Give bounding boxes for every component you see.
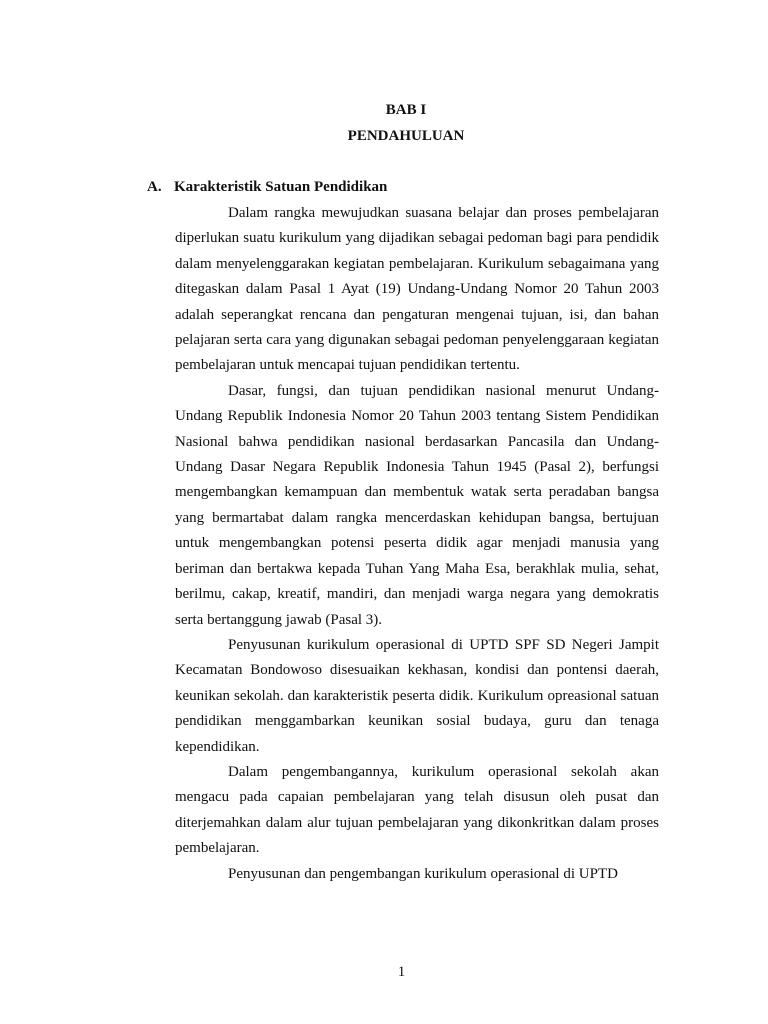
page-number: 1 — [397, 964, 406, 980]
paragraph-4: Dalam pengembangannya, kurikulum operasional sekolah akan mengacu pada capaian pembelajaran yang telah disusun oleh pusat dan diterjemahkan dalam alur tujuan pembelajaran yang dikonkritkan dalam proses pembelajaran. — [175, 763, 659, 857]
chapter-number: BAB I — [385, 102, 427, 118]
section-heading — [147, 177, 387, 197]
chapter-title: PENDAHULUAN — [347, 128, 465, 144]
paragraph-1: Dalam rangka mewujudkan suasana belajar dan proses pembelajaran diperlukan suatu kurikulum yang dijadikan sebagai pedoman bagi para pendidik dalam menyelenggarakan kegiatan pembelajaran. Kurikulum sebagaimana yang ditegaskan dalam Pasal 1 Ayat (19) Undang-Undang Nomor 20 Tahun 2003 adalah seperangkat rencana dan pengaturan mengenai tujuan, isi, dan bahan pelajaran serta cara yang digunakan sebagai pedoman penyelenggaraan kegiatan pembelajaran untuk mencapai tujuan pendidikan tertentu. — [175, 205, 659, 374]
body-text — [175, 201, 659, 887]
section-letter: A. — [147, 179, 162, 195]
paragraph-2: Dasar, fungsi, dan tujuan pendidikan nasional menurut Undang-Undang Republik Indonesia Nomor 20 Tahun 2003 tentang Sistem Pendidikan Nasional bahwa pendidikan nasional berdasarkan Pancasila dan Undang-Undang Dasar Negara Republik Indonesia Tahun 1945 (Pasal 2), berfungsi mengembangkan kemampuan dan membentuk watak serta peradaban bangsa yang bermartabat dalam rangka mencerdaskan kehidupan bangsa, bertujuan untuk mengembangkan potensi peserta didik agar menjadi manusia yang beriman dan bertakwa kepada Tuhan Yang Maha Esa, berakhlak mulia, sehat, berilmu, cakap, kreatif, mandiri, dan menjadi warga negara yang demokratis serta bertanggung jawab (Pasal 3). — [175, 382, 659, 628]
section-title: Karakteristik Satuan Pendidikan — [174, 179, 388, 195]
paragraph-3: Penyusunan kurikulum operasional di UPTD SPF SD Negeri Jampit Kecamatan Bondowoso disesuaikan kekhasan, kondisi dan pontensi daerah, keunikan sekolah. dan karakteristik peserta didik. Kurikulum opreasional satuan pendidikan menggambarkan keunikan sosial budaya, guru dan tenaga kependidikan. — [175, 636, 659, 755]
paragraph-5: Penyusunan dan pengembangan kurikulum operasional di UPTD — [228, 865, 618, 882]
